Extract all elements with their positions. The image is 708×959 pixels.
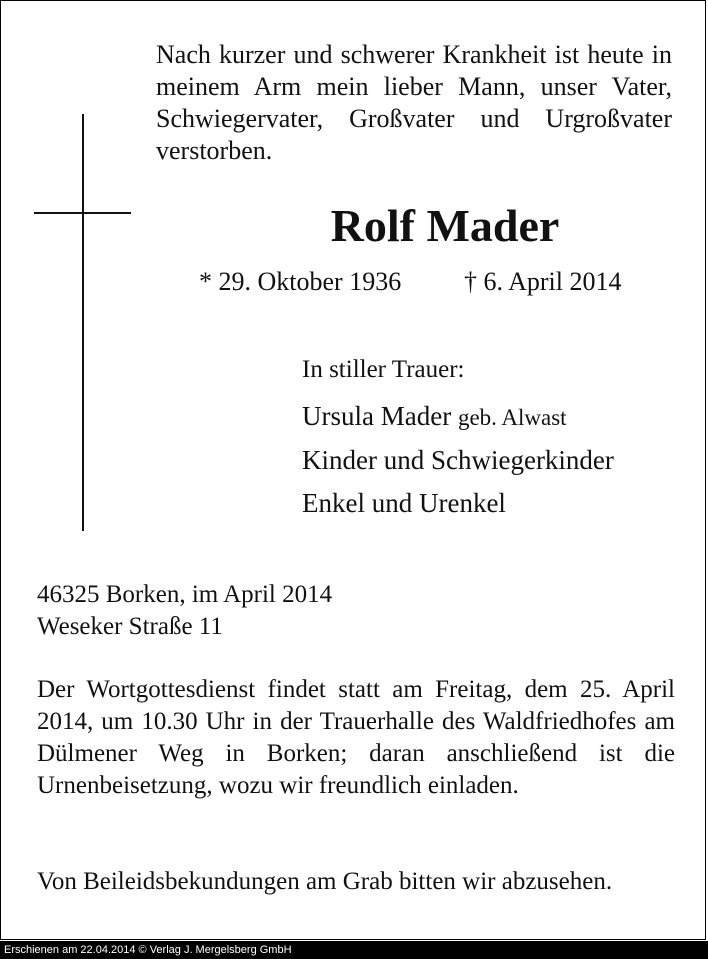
publication-footer: Erschienen am 22.04.2014 © Verlag J. Mergelsberg GmbH xyxy=(0,941,708,959)
deceased-name: Rolf Mader xyxy=(330,200,560,251)
mourning-intro: In stiller Trauer: xyxy=(302,356,465,383)
address: Weseker Straße 11 xyxy=(37,613,223,640)
mourner-maiden-name: geb. Alwast xyxy=(457,405,567,430)
birth-date: * 29. Oktober 1936 xyxy=(199,267,402,296)
mourner-name: Ursula Mader xyxy=(302,401,452,431)
mourner-children: Kinder und Schwiegerkinder xyxy=(302,445,614,475)
mourner-grandchildren: Enkel und Urenkel xyxy=(302,488,506,518)
mourner-spouse xyxy=(302,399,567,435)
service-text: Der Wortgottesdienst findet statt am Freitag, dem 25. April 2014, um 10.30 Uhr in der Trauerhalle des Waldfriedhofes am Dülmener Weg in Borken; daran anschließend ist die Urnenbeisetzung, wozu wir freundlich einladen. xyxy=(37,676,675,799)
place-date: 46325 Borken, im April 2014 xyxy=(37,581,333,608)
condolences-text: Von Beileidsbekundungen am Grab bitten wir abzusehen. xyxy=(37,868,613,895)
cross-vertical-bar xyxy=(82,114,84,531)
cross-horizontal-bar xyxy=(34,212,131,214)
intro-text: Nach kurzer und schwerer Krankheit ist heute in meinem Arm mein lieber Mann, unser Vater, Schwiegervater, Großvater und Urgroßvater verstorben. xyxy=(156,40,672,165)
death-date: † 6. April 2014 xyxy=(464,267,622,296)
